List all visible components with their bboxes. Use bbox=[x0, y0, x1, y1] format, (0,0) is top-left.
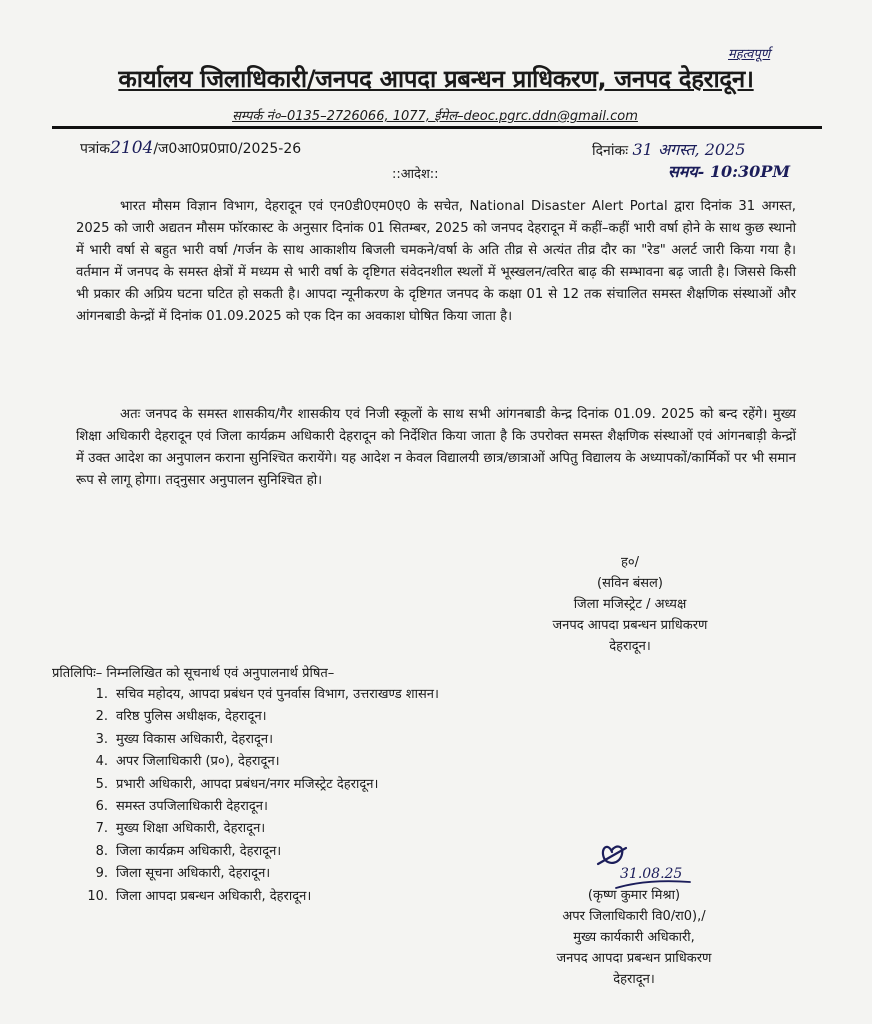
copy-to-item bbox=[82, 729, 439, 751]
copy-to-item-text: जिला आपदा प्रबन्धन अधिकारी, देहरादून। bbox=[116, 888, 312, 904]
copy-to-heading: प्रतिलिपिः– निम्नलिखित को सूचनार्थ एवं अनुपालनार्थ प्रेषित– bbox=[52, 666, 335, 681]
signatory-role: मुख्य कार्यकारी अधिकारी, bbox=[573, 930, 695, 945]
copy-to-item-number: 4. bbox=[95, 754, 108, 770]
copy-to-item bbox=[82, 706, 439, 728]
copy-to-item-text: मुख्य विकास अधिकारी, देहरादून। bbox=[116, 731, 274, 747]
signature-date: 31.08.25 bbox=[620, 866, 683, 882]
reference-handwritten-number: 2104 bbox=[110, 138, 154, 158]
copy-to-item bbox=[82, 818, 439, 840]
copy-to-item bbox=[82, 886, 439, 908]
copy-to-item-text: अपर जिलाधिकारी (प्र०), देहरादून। bbox=[116, 754, 280, 770]
copy-to-item bbox=[82, 863, 439, 885]
letter-date bbox=[592, 138, 745, 160]
copy-to-item-text: सचिव महोदय, आपदा प्रबंधन एवं पुनर्वास विभाग, उत्तराखण्ड शासन। bbox=[116, 687, 439, 702]
paragraph-text: अतः जनपद के समस्त शासकीय/गैर शासकीय एवं निजी स्कूलों के साथ सभी आंगनबाडी केन्द्र दिनांक 01.09. 2025 को बन्द रहेंगे। मुख्य शिक्षा अधिकारी देहरादून एवं जिला कार्यक्रम अधिकारी देहरादून को निर्देशित किया जाता है कि उपरोक्त समस्त शैक्षणिक संस्थाओं एवं आंगनबाड़ी केन्द्रों में उक्त आदेश का अनुपालन कराना सुनिश्चित करायेंगे। यह आदेश न केवल विद्यालयी छात्र/छात्राओं अपितु विद्यालय के अध्यापकों/कार्मिकों पर भी समान रूप से लागू होगा। तद्नुसार अनुपालन सुनिश्चित हो। bbox=[76, 407, 796, 488]
date-label: दिनांकः bbox=[592, 143, 629, 159]
time-note: समय- 10:30PM bbox=[668, 162, 791, 181]
copy-to-item bbox=[82, 684, 439, 706]
copy-to-item-number: 5. bbox=[95, 776, 108, 792]
reference-suffix: /ज0आ0प्र0प्रा0/2025-26 bbox=[153, 141, 302, 157]
copy-to-item bbox=[82, 841, 439, 863]
signatory-designation: जिला मजिस्ट्रेट / अध्यक्ष bbox=[573, 597, 687, 612]
reference-number bbox=[80, 138, 301, 158]
reference-label: पत्रांक bbox=[80, 141, 111, 157]
copy-to-item-number: 10. bbox=[87, 888, 108, 904]
copy-to-item-text: प्रभारी अधिकारी, आपदा प्रबंधन/नगर मजिस्ट्रेट देहरादून। bbox=[116, 776, 379, 792]
copy-to-item-number: 9. bbox=[95, 866, 108, 882]
copy-to-item-text: समस्त उपजिलाधिकारी देहरादून। bbox=[116, 798, 268, 814]
order-paragraph-2 bbox=[76, 404, 796, 492]
copy-to-item-number: 8. bbox=[95, 843, 108, 859]
sd-mark: ह०/ bbox=[620, 555, 640, 570]
signatory-place: देहरादून। bbox=[613, 972, 655, 987]
copy-to-item-number: 2. bbox=[95, 709, 108, 725]
signature-block-adm bbox=[514, 885, 754, 990]
copy-to-item-number: 6. bbox=[95, 798, 108, 814]
contact-line: सम्पर्क नं०–0135–2726066, 1077, ईमेल–deoc.pgrc.ddn@gmail.com bbox=[232, 109, 638, 124]
copy-to-item-text: वरिष्ठ पुलिस अधीक्षक, देहरादून। bbox=[116, 709, 267, 725]
signature-block-dm bbox=[520, 552, 740, 657]
copy-to-item-number: 7. bbox=[95, 821, 108, 837]
signatory-place: देहरादून। bbox=[609, 639, 651, 654]
important-note: महत्वपूर्ण bbox=[728, 47, 771, 62]
copy-to-item-number: 1. bbox=[95, 687, 108, 702]
signatory-designation: अपर जिलाधिकारी वि0/रा0),/ bbox=[562, 909, 706, 924]
date-value: 31 अगस्त, 2025 bbox=[632, 140, 746, 159]
copy-to-item bbox=[82, 751, 439, 773]
order-heading: ::आदेश:: bbox=[392, 167, 439, 182]
signatory-name: (सविन बंसल) bbox=[597, 576, 663, 591]
copy-to-item-number: 3. bbox=[95, 731, 108, 747]
copy-to-list bbox=[82, 684, 439, 908]
copy-to-item-text: जिला कार्यक्रम अधिकारी, देहरादून। bbox=[116, 843, 282, 859]
copy-to-item bbox=[82, 796, 439, 818]
header-divider bbox=[52, 126, 822, 129]
office-title: कार्यालय जिलाधिकारी/जनपद आपदा प्रबन्धन प्राधिकरण, जनपद देहरादून। bbox=[118, 65, 754, 93]
handwritten-signature bbox=[586, 836, 696, 892]
signatory-authority: जनपद आपदा प्रबन्धन प्राधिकरण bbox=[552, 618, 708, 633]
paragraph-text: भारत मौसम विज्ञान विभाग, देहरादून एवं एन0डी0एम0ए0 के सचेत, National Disaster Alert Portal द्वारा दिनांक 31 अगस्त, 2025 को जारी अद्यतन मौसम फॉरकास्ट के अनुसार दिनांक 01 सितम्बर, 2025 को जनपद देहरादून में कहीं–कहीं भारी वर्षा होने के साथ कुछ स्थानो में भारी वर्षा से बहुत भारी वर्षा /गर्जन के साथ आकाशीय बिजली चमकने/वर्षा के अति तीव्र से अत्यंत तीव्र दौर का "रेड" अलर्ट जारी किया गया है। वर्तमान में जनपद के समस्त क्षेत्रों में मध्यम से भारी वर्षा के दृष्टिगत संवेदनशील स्थलों में भूस्खलन/त्वरित बाढ़ की सम्भावना बढ़ जाती है। जिससे किसी भी प्रकार की अप्रिय घटना घटित हो सकती है। आपदा न्यूनीकरण के दृष्टिगत जनपद के कक्षा 01 से 12 तक संचालित समस्त शैक्षणिक संस्थाओं और आंगनबाडी केन्द्रों में दिनांक 01.09.2025 को एक दिन का अवकाश घोषित किया जाता है। bbox=[76, 199, 796, 324]
signatory-authority: जनपद आपदा प्रबन्धन प्राधिकरण bbox=[556, 951, 712, 966]
order-paragraph-1 bbox=[76, 196, 796, 328]
copy-to-item-text: मुख्य शिक्षा अधिकारी, देहरादून। bbox=[116, 821, 266, 837]
copy-to-item-text: जिला सूचना अधिकारी, देहरादून। bbox=[116, 866, 271, 882]
copy-to-item bbox=[82, 774, 439, 796]
signatory-name: (कृष्ण कुमार मिश्रा) bbox=[587, 888, 681, 903]
